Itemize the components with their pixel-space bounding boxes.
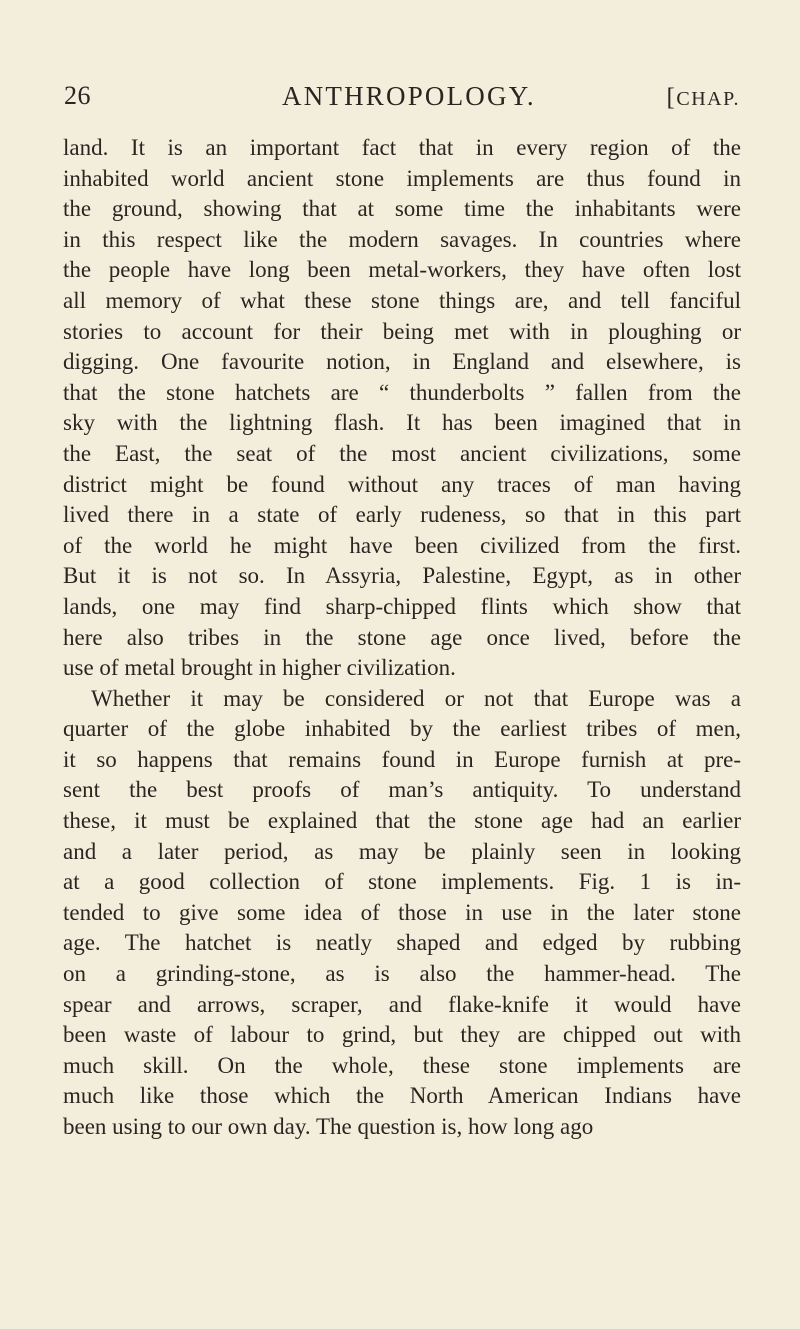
text-line: it so happens that remains found in Europe furnish at pre-: [63, 746, 741, 772]
text-line: use of metal brought in higher civilization.: [63, 655, 456, 681]
body-text: [63, 133, 741, 1143]
text-line: much like those which the North American Indians have: [63, 1083, 741, 1109]
text-line: much skill. On the whole, these stone implements are: [63, 1052, 741, 1078]
page-number: 26: [64, 81, 91, 110]
chapter-mark-text: CHAP.: [676, 88, 740, 110]
text-line: stories to account for their being met with in ploughing or: [63, 318, 741, 344]
text-line: that the stone hatchets are “ thunderbolts ” fallen from the: [63, 379, 741, 405]
text-line: inhabited world ancient stone implements are thus found in: [63, 165, 741, 191]
text-line: tended to give some idea of those in use in the later stone: [63, 899, 741, 925]
chapter-mark: [667, 84, 740, 112]
running-title: ANTHROPOLOGY.: [282, 81, 536, 111]
text-line: and a later period, as may be plainly seen in looking: [63, 838, 741, 864]
text-line: been waste of labour to grind, but they are chipped out with: [63, 1022, 741, 1048]
page-header: [64, 81, 740, 121]
text-line: all memory of what these stone things are, and tell fanciful: [63, 287, 741, 313]
text-line: sky with the lightning flash. It has been imagined that in: [63, 410, 741, 436]
text-line: district might be found without any traces of man having: [63, 471, 741, 497]
text-line: in this respect like the modern savages. In countries where: [63, 226, 741, 252]
text-line: But it is not so. In Assyria, Palestine, Egypt, as in other: [63, 563, 741, 589]
text-line: of the world he might have been civilized from the first.: [63, 532, 741, 558]
chapter-mark-bracket: [: [666, 84, 677, 111]
text-line: the ground, showing that at some time the inhabitants were: [63, 196, 741, 222]
text-line: at a good collection of stone implements. Fig. 1 is in-: [63, 869, 741, 895]
text-line: Whether it may be considered or not that Europe was a: [91, 685, 741, 711]
text-line: the people have long been metal-workers, they have often lost: [63, 257, 741, 283]
text-line: here also tribes in the stone age once lived, before the: [63, 624, 741, 650]
text-line: quarter of the globe inhabited by the earliest tribes of men,: [63, 716, 741, 742]
text-line: sent the best proofs of man’s antiquity. To understand: [63, 777, 741, 803]
text-line: lived there in a state of early rudeness, so that in this part: [63, 502, 741, 528]
text-line: lands, one may find sharp-chipped flints which show that: [63, 593, 741, 619]
text-line: these, it must be explained that the stone age had an earlier: [63, 808, 741, 834]
text-line: the East, the seat of the most ancient civilizations, some: [63, 440, 741, 466]
text-line: land. It is an important fact that in every region of the: [63, 135, 741, 160]
text-line: age. The hatchet is neatly shaped and edged by rubbing: [63, 930, 741, 956]
text-line: on a grinding-stone, as is also the hammer-head. The: [63, 961, 741, 987]
text-line: spear and arrows, scraper, and flake-knife it would have: [63, 991, 741, 1017]
text-line: digging. One favourite notion, in England and elsewhere, is: [63, 349, 741, 375]
text-line: been using to our own day. The question is, how long ago: [63, 1114, 594, 1139]
